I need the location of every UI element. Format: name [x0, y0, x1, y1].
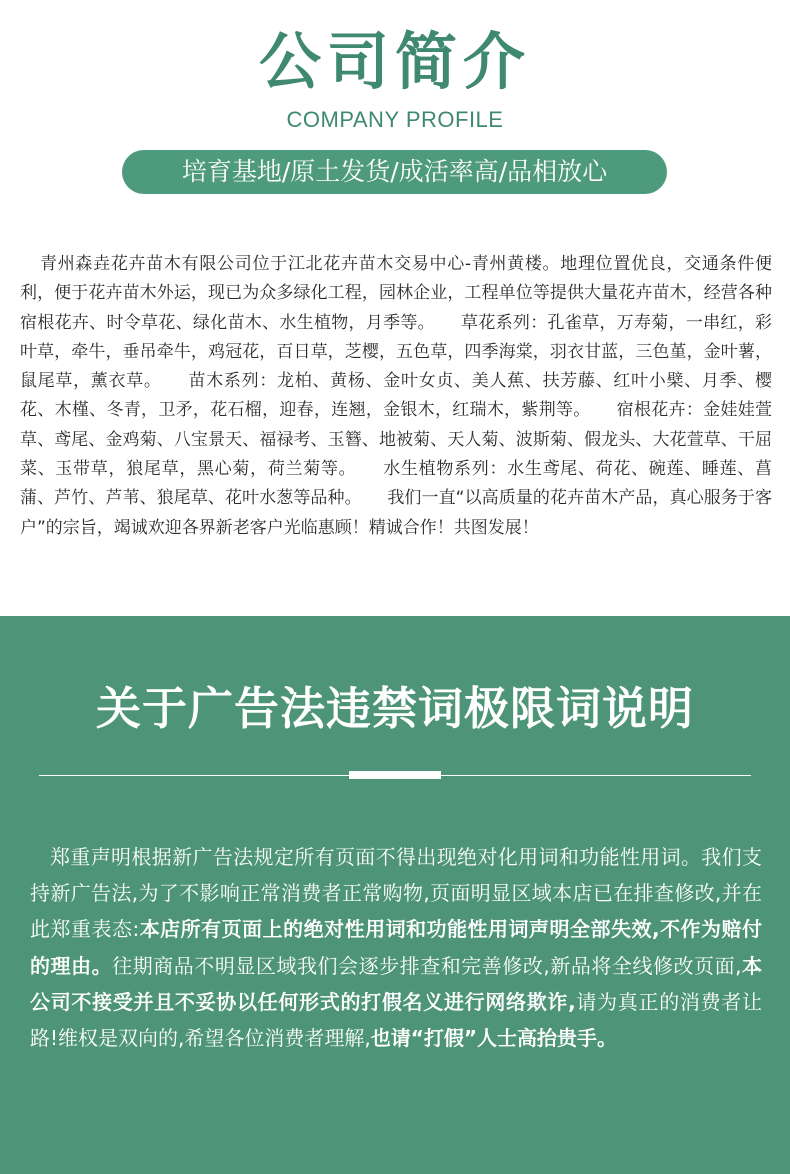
- notice-bold-2: 本公司不接受并且不妥协以任何形式的打假名义进行网络欺诈,: [30, 953, 763, 1014]
- notice-heading: 关于广告法违禁词极限词说明: [95, 682, 694, 735]
- notice-bold-3: 也请“打假”人士高抬贵手。: [370, 1026, 618, 1051]
- notice-text-2: 往期商品不明显区域我们会逐步排查和完善修改,新品将全线修改页面,: [112, 953, 742, 978]
- section-subtitle: COMPANY PROFILE: [286, 107, 504, 132]
- tagline-banner: 培育基地/原土发货/成活率高/品相放心: [122, 150, 667, 194]
- section-title: 公司简介: [258, 25, 531, 98]
- notice-bold-1: 本店所有页面上的绝对性用词和功能性用词声明全部失效,不作为赔付的理由。: [30, 917, 762, 978]
- company-intro-paragraph: 青州森垚花卉苗木有限公司位于江北花卉苗木交易中心-青州黄楼。地理位置优良，交通条件便利，便于花卉苗木外运，现已为众多绿化工程，园林企业，工程单位等提供大量花卉苗木，经营各种宿根花卉、时令草花、绿化苗木、水生植物，月季等。 草花系列：孔雀草，万寿菊，一串红，彩叶草，牵牛，垂吊牵牛，鸡冠花，百日草，芝樱，五色草，四季海棠，羽衣甘蓝，三色堇，金叶薯，鼠尾草，薰衣草。 苗木系列：龙柏、黄杨、金叶女贞、美人蕉、扶芳藤、红叶小檗、月季、樱花、木槿、冬青，卫矛，花石榴，迎春，连翘，金银木，红瑞木，紫荆等。 宿根花卉：金娃娃萱草、鸢尾、金鸡菊、八宝景天、福禄考、玉簪、地被菊、天人菊、波斯菊、假龙头、大花萱草、干屈菜、玉带草，狼尾草，黑心菊，荷兰菊等。 水生植物系列：水生鸢尾、荷花、碗莲、睡莲、菖蒲、芦竹、芦苇、狼尾草、花叶水葱等品种。 我们一直“以高质量的花卉苗木产品，真心服务于客户”的宗旨，竭诚欢迎各界新老客户光临惠顾！精诚合作！共图发展！: [20, 254, 772, 538]
- notice-statement: [30, 839, 762, 1056]
- divider-accent-bar: [349, 771, 441, 779]
- notice-text-1: 郑重声明根据新广告法规定所有页面不得出现绝对化用词和功能性用词。我们支持新广告法,为了不影响正常消费者正常购物,页面明显区域本店已在排查修改,并在此郑重表态:: [30, 845, 762, 942]
- notice-text-3: 请为真正的消费者让路!维权是双向的,希望各位消费者理解,: [30, 989, 762, 1051]
- ad-law-notice-section: [0, 616, 790, 1174]
